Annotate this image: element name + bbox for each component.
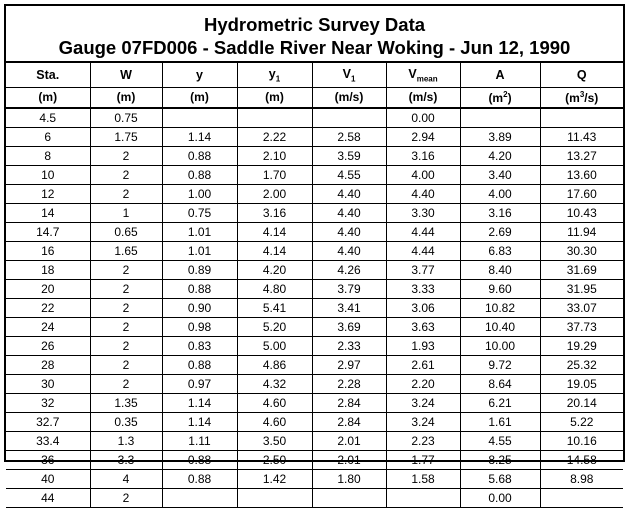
- table-cell: 3.33: [386, 279, 460, 298]
- table-cell: 4.80: [237, 279, 312, 298]
- table-cell: [237, 108, 312, 127]
- table-body: [6, 108, 623, 507]
- table-cell: 19.05: [540, 374, 623, 393]
- table-cell: 2.28: [312, 374, 386, 393]
- table-cell: 3.06: [386, 298, 460, 317]
- column-header-symbol: A: [495, 67, 505, 82]
- table-cell: 6: [6, 127, 90, 146]
- table-cell: 14: [6, 203, 90, 222]
- table-row: [6, 469, 623, 488]
- table-cell: 31.69: [540, 260, 623, 279]
- table-cell: 32: [6, 393, 90, 412]
- table-cell: 2.69: [460, 222, 540, 241]
- column-unit: [540, 87, 623, 108]
- table-cell: 1.77: [386, 450, 460, 469]
- table-cell: 10.43: [540, 203, 623, 222]
- table-cell: 3.69: [312, 317, 386, 336]
- column-header: [386, 62, 460, 87]
- table-cell: 3.89: [460, 127, 540, 146]
- table-row: [6, 488, 623, 507]
- table-cell: 14.58: [540, 450, 623, 469]
- table-cell: 10.82: [460, 298, 540, 317]
- table-cell: 30.30: [540, 241, 623, 260]
- table-cell: 2.33: [312, 336, 386, 355]
- table-cell: 0.75: [162, 203, 237, 222]
- table-cell: 10.00: [460, 336, 540, 355]
- column-unit-text: (m: [488, 90, 504, 105]
- table-cell: 2.01: [312, 431, 386, 450]
- table-cell: [540, 108, 623, 127]
- table-cell: 0.88: [162, 279, 237, 298]
- survey-table: [6, 61, 623, 508]
- table-cell: 19.29: [540, 336, 623, 355]
- table-cell: 37.73: [540, 317, 623, 336]
- table-cell: 4.5: [6, 108, 90, 127]
- column-header: [540, 62, 623, 87]
- table-cell: 18: [6, 260, 90, 279]
- table-cell: 6.83: [460, 241, 540, 260]
- table-cell: 0.88: [162, 355, 237, 374]
- column-header-symbol: Q: [576, 67, 587, 82]
- column-header: [162, 62, 237, 87]
- table-cell: 1.70: [237, 165, 312, 184]
- units-row: [6, 87, 623, 108]
- table-cell: 3.16: [237, 203, 312, 222]
- table-cell: 13.27: [540, 146, 623, 165]
- table-cell: 20: [6, 279, 90, 298]
- table-cell: 4.14: [237, 241, 312, 260]
- column-header: [312, 62, 386, 87]
- column-unit-text: (m/s): [408, 90, 438, 105]
- column-unit: [90, 87, 162, 108]
- table-cell: 2.94: [386, 127, 460, 146]
- header-row: [6, 62, 623, 87]
- table-cell: [386, 488, 460, 507]
- column-unit-superscript: 2: [503, 89, 508, 99]
- table-cell: 22: [6, 298, 90, 317]
- table-cell: 32.7: [6, 412, 90, 431]
- table-cell: 2.50: [237, 450, 312, 469]
- table-cell: [312, 108, 386, 127]
- column-unit: [312, 87, 386, 108]
- table-cell: [540, 488, 623, 507]
- table-cell: 3.77: [386, 260, 460, 279]
- table-row: [6, 222, 623, 241]
- table-cell: 5.68: [460, 469, 540, 488]
- table-cell: 0.65: [90, 222, 162, 241]
- column-unit: [460, 87, 540, 108]
- table-cell: 2: [90, 355, 162, 374]
- table-cell: 2.01: [312, 450, 386, 469]
- table-cell: 33.07: [540, 298, 623, 317]
- table-cell: 5.00: [237, 336, 312, 355]
- table-row: [6, 203, 623, 222]
- table-cell: 4.40: [312, 222, 386, 241]
- table-cell: 2.84: [312, 393, 386, 412]
- table-cell: 1.61: [460, 412, 540, 431]
- table-cell: [162, 108, 237, 127]
- table-cell: 1.3: [90, 431, 162, 450]
- column-header-subscript: 1: [275, 74, 281, 83]
- table-cell: 1.01: [162, 241, 237, 260]
- column-unit-text: (m): [265, 90, 284, 105]
- table-cell: 0.88: [162, 165, 237, 184]
- table-cell: 3.63: [386, 317, 460, 336]
- table-cell: 16: [6, 241, 90, 260]
- table-cell: 1.75: [90, 127, 162, 146]
- table-cell: 1.14: [162, 393, 237, 412]
- table-row: [6, 184, 623, 203]
- column-unit: [162, 87, 237, 108]
- table-cell: 3.16: [460, 203, 540, 222]
- table-cell: 4.40: [312, 203, 386, 222]
- table-cell: 1.00: [162, 184, 237, 203]
- table-cell: 1.14: [162, 127, 237, 146]
- table-cell: 10: [6, 165, 90, 184]
- table-cell: 4.20: [460, 146, 540, 165]
- column-unit: [386, 87, 460, 108]
- column-unit-suffix: /s): [584, 90, 599, 105]
- table-cell: 1.65: [90, 241, 162, 260]
- table-cell: 0.83: [162, 336, 237, 355]
- table-cell: [312, 488, 386, 507]
- table-cell: 3.40: [460, 165, 540, 184]
- table-title: [6, 13, 623, 59]
- table-cell: 4.20: [237, 260, 312, 279]
- table-cell: 11.43: [540, 127, 623, 146]
- table-cell: 2.00: [237, 184, 312, 203]
- table-cell: [460, 108, 540, 127]
- table-cell: 5.41: [237, 298, 312, 317]
- table-cell: 8.64: [460, 374, 540, 393]
- table-cell: 4.44: [386, 222, 460, 241]
- table-cell: 1.11: [162, 431, 237, 450]
- column-header-symbol: y: [268, 66, 276, 81]
- table-cell: 2: [90, 317, 162, 336]
- table-cell: 10.40: [460, 317, 540, 336]
- table-cell: 20.14: [540, 393, 623, 412]
- column-unit-text: (m): [190, 90, 209, 105]
- column-header-symbol: V: [408, 66, 417, 81]
- table-cell: 8.98: [540, 469, 623, 488]
- table-cell: 33.4: [6, 431, 90, 450]
- table-cell: 4.26: [312, 260, 386, 279]
- table-cell: 13.60: [540, 165, 623, 184]
- table-cell: 2: [90, 374, 162, 393]
- table-cell: 4.60: [237, 412, 312, 431]
- table-cell: 8: [6, 146, 90, 165]
- table-cell: 0.89: [162, 260, 237, 279]
- survey-data-sheet: [4, 4, 625, 505]
- table-cell: 2: [90, 279, 162, 298]
- table-row: [6, 165, 623, 184]
- table-cell: 2.84: [312, 412, 386, 431]
- table-cell: 1.80: [312, 469, 386, 488]
- title-line-2: Gauge 07FD006 - Saddle River Near Woking - Jun 12, 1990: [58, 37, 571, 58]
- table-row: [6, 127, 623, 146]
- table-cell: 44: [6, 488, 90, 507]
- table-row: [6, 450, 623, 469]
- table-cell: 6.21: [460, 393, 540, 412]
- table-cell: 4.60: [237, 393, 312, 412]
- table-cell: 2: [90, 298, 162, 317]
- table-cell: 3.24: [386, 412, 460, 431]
- table-cell: [162, 488, 237, 507]
- table-row: [6, 317, 623, 336]
- table-cell: 26: [6, 336, 90, 355]
- title-line-1: Hydrometric Survey Data: [203, 14, 426, 35]
- column-header: [237, 62, 312, 87]
- table-cell: 4.55: [312, 165, 386, 184]
- table-cell: 1.93: [386, 336, 460, 355]
- table-cell: 4.44: [386, 241, 460, 260]
- table-cell: 3.3: [90, 450, 162, 469]
- table-cell: 1.35: [90, 393, 162, 412]
- table-cell: 24: [6, 317, 90, 336]
- table-cell: 2.97: [312, 355, 386, 374]
- table-cell: 0.97: [162, 374, 237, 393]
- table-cell: 4.00: [386, 165, 460, 184]
- table-cell: [237, 488, 312, 507]
- table-cell: 0.00: [460, 488, 540, 507]
- table-row: [6, 412, 623, 431]
- table-cell: 5.20: [237, 317, 312, 336]
- column-unit-superscript: 3: [579, 89, 585, 99]
- table-row: [6, 298, 623, 317]
- table-cell: 0.98: [162, 317, 237, 336]
- column-unit-suffix: ): [507, 90, 512, 105]
- table-cell: 2: [90, 336, 162, 355]
- table-cell: 4.40: [386, 184, 460, 203]
- column-unit-text: (m): [38, 90, 58, 105]
- table-cell: 14.7: [6, 222, 90, 241]
- table-cell: 0.35: [90, 412, 162, 431]
- table-cell: 4.32: [237, 374, 312, 393]
- table-cell: 4.40: [312, 184, 386, 203]
- column-header-subscript: 1: [350, 74, 356, 83]
- table-cell: 3.59: [312, 146, 386, 165]
- table-cell: 30: [6, 374, 90, 393]
- table-cell: 5.22: [540, 412, 623, 431]
- table-cell: 8.25: [460, 450, 540, 469]
- table-cell: 28: [6, 355, 90, 374]
- table-row: [6, 108, 623, 127]
- table-cell: 3.79: [312, 279, 386, 298]
- table-cell: 3.24: [386, 393, 460, 412]
- table-cell: 3.30: [386, 203, 460, 222]
- table-cell: 11.94: [540, 222, 623, 241]
- column-unit: [6, 87, 90, 108]
- table-cell: 2.61: [386, 355, 460, 374]
- column-unit-text: (m: [565, 90, 580, 105]
- column-unit: [237, 87, 312, 108]
- table-cell: 0.88: [162, 146, 237, 165]
- table-cell: 36: [6, 450, 90, 469]
- table-cell: 4.40: [312, 241, 386, 260]
- column-header-subscript: mean: [416, 74, 438, 83]
- column-unit-text: (m/s): [334, 90, 364, 105]
- table-cell: 1.01: [162, 222, 237, 241]
- table-row: [6, 355, 623, 374]
- table-cell: 31.95: [540, 279, 623, 298]
- table-cell: 4.55: [460, 431, 540, 450]
- table-cell: 2: [90, 488, 162, 507]
- column-header-symbol: W: [120, 67, 132, 82]
- table-cell: 0.75: [90, 108, 162, 127]
- table-cell: 3.41: [312, 298, 386, 317]
- table-cell: 2.22: [237, 127, 312, 146]
- column-unit-text: (m): [116, 90, 136, 105]
- table-row: [6, 146, 623, 165]
- column-header: [6, 62, 90, 87]
- table-cell: 0.00: [386, 108, 460, 127]
- table-cell: 40: [6, 469, 90, 488]
- table-cell: 1.58: [386, 469, 460, 488]
- table-row: [6, 241, 623, 260]
- table-cell: 9.72: [460, 355, 540, 374]
- table-cell: 10.16: [540, 431, 623, 450]
- table-cell: 8.40: [460, 260, 540, 279]
- table-cell: 1.14: [162, 412, 237, 431]
- table-cell: 17.60: [540, 184, 623, 203]
- table-cell: 4.86: [237, 355, 312, 374]
- column-header: [90, 62, 162, 87]
- table-row: [6, 279, 623, 298]
- table-row: [6, 336, 623, 355]
- table-row: [6, 393, 623, 412]
- table-cell: 2.20: [386, 374, 460, 393]
- table-cell: 0.90: [162, 298, 237, 317]
- table-cell: 25.32: [540, 355, 623, 374]
- table-cell: 2.58: [312, 127, 386, 146]
- table-cell: 1: [90, 203, 162, 222]
- table-cell: 4.14: [237, 222, 312, 241]
- column-header: [460, 62, 540, 87]
- table-cell: 4: [90, 469, 162, 488]
- table-cell: 9.60: [460, 279, 540, 298]
- column-header-symbol: Sta.: [36, 67, 60, 82]
- table-row: [6, 431, 623, 450]
- table-cell: 1.42: [237, 469, 312, 488]
- column-header-symbol: V: [342, 66, 351, 81]
- table-cell: 4.00: [460, 184, 540, 203]
- table-cell: 2: [90, 260, 162, 279]
- table-cell: 3.16: [386, 146, 460, 165]
- table-cell: 2.23: [386, 431, 460, 450]
- table-cell: 2.10: [237, 146, 312, 165]
- table-cell: 2: [90, 165, 162, 184]
- table-cell: 0.88: [162, 450, 237, 469]
- table-cell: 2: [90, 146, 162, 165]
- table-row: [6, 260, 623, 279]
- table-cell: 0.88: [162, 469, 237, 488]
- table-row: [6, 374, 623, 393]
- table-cell: 2: [90, 184, 162, 203]
- column-header-symbol: y: [196, 67, 203, 82]
- table-cell: 12: [6, 184, 90, 203]
- table-cell: 3.50: [237, 431, 312, 450]
